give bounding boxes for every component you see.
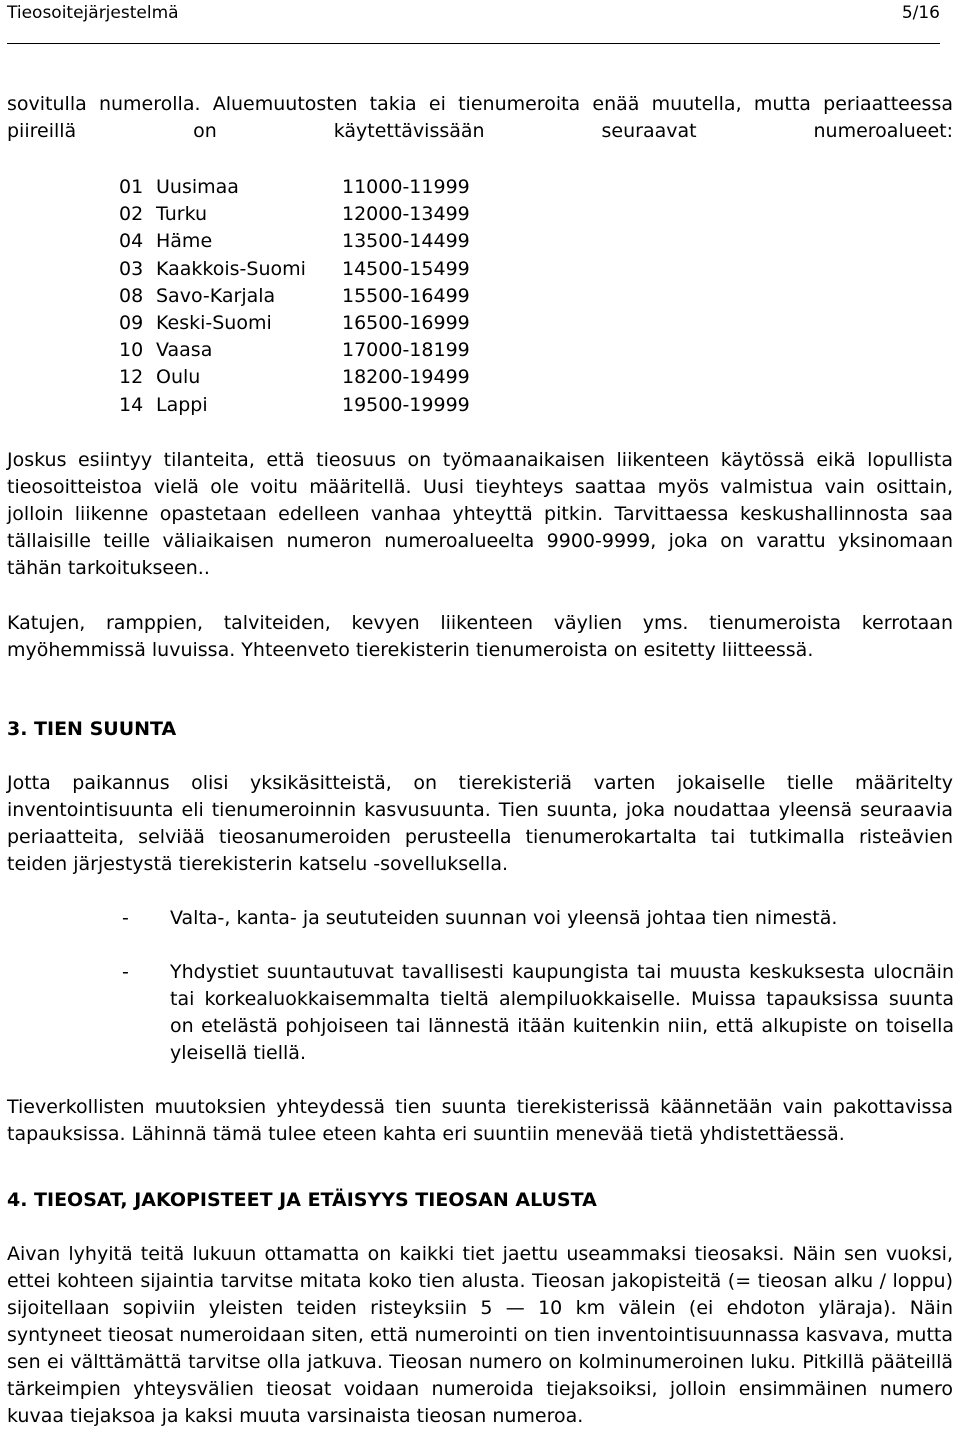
region-name: Uusimaa [156, 176, 239, 198]
bullet-dash: - [122, 961, 129, 983]
region-range: 15500-16499 [342, 284, 470, 307]
region-name: Keski-Suomi [156, 311, 272, 334]
direction-change-paragraph: Tieverkollisten muutoksien yhteydessä tien suunta tierekisterissä käännetään vain pakottavissa tapauksissa. Lähinnä tämä tulee eteen kahta eri suuntiin menevää tietä yhdistettäessä. [7, 1096, 953, 1145]
region-range: 16500-16999 [342, 311, 470, 334]
bullet-dash: - [122, 907, 129, 929]
bullet-item [122, 959, 954, 1067]
region-row [119, 337, 470, 364]
region-code: 04 [119, 230, 144, 253]
region-row [119, 283, 470, 310]
page-number: 5/16 [901, 3, 940, 23]
road-sections-paragraph: Aivan lyhyitä teitä lukuun ottamatta on kaikki tiet jaettu useammaksi tieosaksi. Näin sen vuoksi, ettei kohteen sijaintia tarvitse mitata koko tien alusta. Tieosan jakopisteitä (= tieosan alku / loppu) sijoitellaan sopiviin yleisten teiden risteyksiin 5 — 10 km välein (ei ehdoton yläraja). Näin syntyneet tieosat numeroidaan siten, että numerointi on tien inventointisuunnassa kasvava, mutta sen ei välttämättä tarvitse olla jatkuva. Tieosan numero on kolminumeroinen luku. Pitkillä pääteillä tärkeimpien yhteysvälien tieosat voidaan numeroida tiejaksoiksi, jolloin ensimmäinen numero kuvaa tiejaksoa ja kaksi muuta varsinaista tieosan numeroa. [7, 1243, 953, 1427]
region-code: 09 [119, 311, 144, 334]
temporary-number-paragraph: Joskus esiintyy tilanteita, että tieosuus on työmaanaikaisen liikenteen käytössä eikä lopullista tieosoitteistoa vielä ole voitu määritellä. Uusi tieyhteys saattaa myös valmistua vain osittain, jolloin liikenne opastetaan edelleen vanhaa yhteyttä pitkin. Tarvittaessa keskushallinnosta saa tällaisille teille väliaikaisen numeron numeroalueelta 9900-9999, joka on varattu yksinomaan tähän tarkoitukseen.. [7, 449, 953, 579]
street-numbers-paragraph: Katujen, ramppien, talviteiden, kevyen liikenteen väylien yms. tienumeroista kerrotaan myöhemmissä luvuissa. Yhteenveto tierekisterin tienumeroista on esitetty liitteessä. [7, 612, 953, 661]
region-row [119, 174, 470, 201]
document-title: Tieosoitejärjestelmä [7, 3, 179, 23]
region-number-list [119, 174, 470, 419]
region-code: 14 [119, 393, 144, 416]
intro-paragraph: sovitulla numerolla. Aluemuutosten takia ei tienumeroita enää muutella, mutta periaatteessa piireillä on käytettävissään seuraavat numeroalueet: [7, 93, 953, 142]
region-code: 02 [119, 203, 144, 226]
direction-paragraph: Jotta paikannus olisi yksikäsitteistä, on tierekisteriä varten jokaiselle tielle määritelty inventointisuunta eli tienumeroinnin kasvusuunta. Tien suunta, joka noudattaa yleensä seuraavia periaatteita, selviää tieosanumeroiden perusteella tienumerokartalta tai tutkimalla risteävien teiden järjestystä tierekisterin katselu -sovelluksella. [7, 772, 953, 875]
region-name: Turku [156, 203, 208, 226]
region-code: 03 [119, 257, 144, 280]
region-range: 19500-19999 [342, 393, 470, 416]
region-name: Lappi [156, 393, 208, 416]
bullet-text: Yhdystiet suuntautuvat tavallisesti kaupungista tai muusta keskuksesta uloспäin tai korkealuokkaisemmalta tieltä alempiluokkaiselle. Muissa tapauksissa suunta on etelästä pohjoiseen tai lännestä itään kuitenkin niin, että alkupiste on toisella yleisellä tiellä. [170, 961, 954, 1064]
region-row [119, 201, 470, 228]
bullet-text: Valta-, kanta- ja seututeiden suunnan voi yleensä johtaa tien nimestä. [170, 907, 838, 929]
region-name: Kaakkois-Suomi [156, 257, 306, 280]
page-header [7, 2, 940, 32]
region-row [119, 392, 470, 419]
section-4-heading: 4. TIEOSAT, JAKOPISTEET JA ETÄISYYS TIEOSAN ALUSTA [7, 1189, 597, 1211]
region-range: 13500-14499 [342, 230, 470, 253]
region-row [119, 310, 470, 337]
header-divider [7, 43, 940, 44]
region-row [119, 256, 470, 283]
region-range: 18200-19499 [342, 366, 470, 389]
bullet-item [122, 905, 954, 932]
region-name: Savo-Karjala [156, 284, 276, 307]
region-name: Vaasa [156, 339, 213, 362]
region-code: 08 [119, 284, 144, 307]
region-code: 01 [119, 176, 144, 198]
region-row [119, 364, 470, 391]
region-range: 12000-13499 [342, 203, 470, 226]
section-3-heading: 3. TIEN SUUNTA [7, 718, 177, 740]
region-range: 11000-11999 [342, 176, 470, 198]
region-range: 17000-18199 [342, 339, 470, 362]
region-name: Oulu [156, 366, 201, 389]
region-code: 12 [119, 366, 144, 389]
region-code: 10 [119, 339, 144, 362]
region-range: 14500-15499 [342, 257, 470, 280]
region-row [119, 228, 470, 255]
region-name: Häme [156, 230, 213, 253]
